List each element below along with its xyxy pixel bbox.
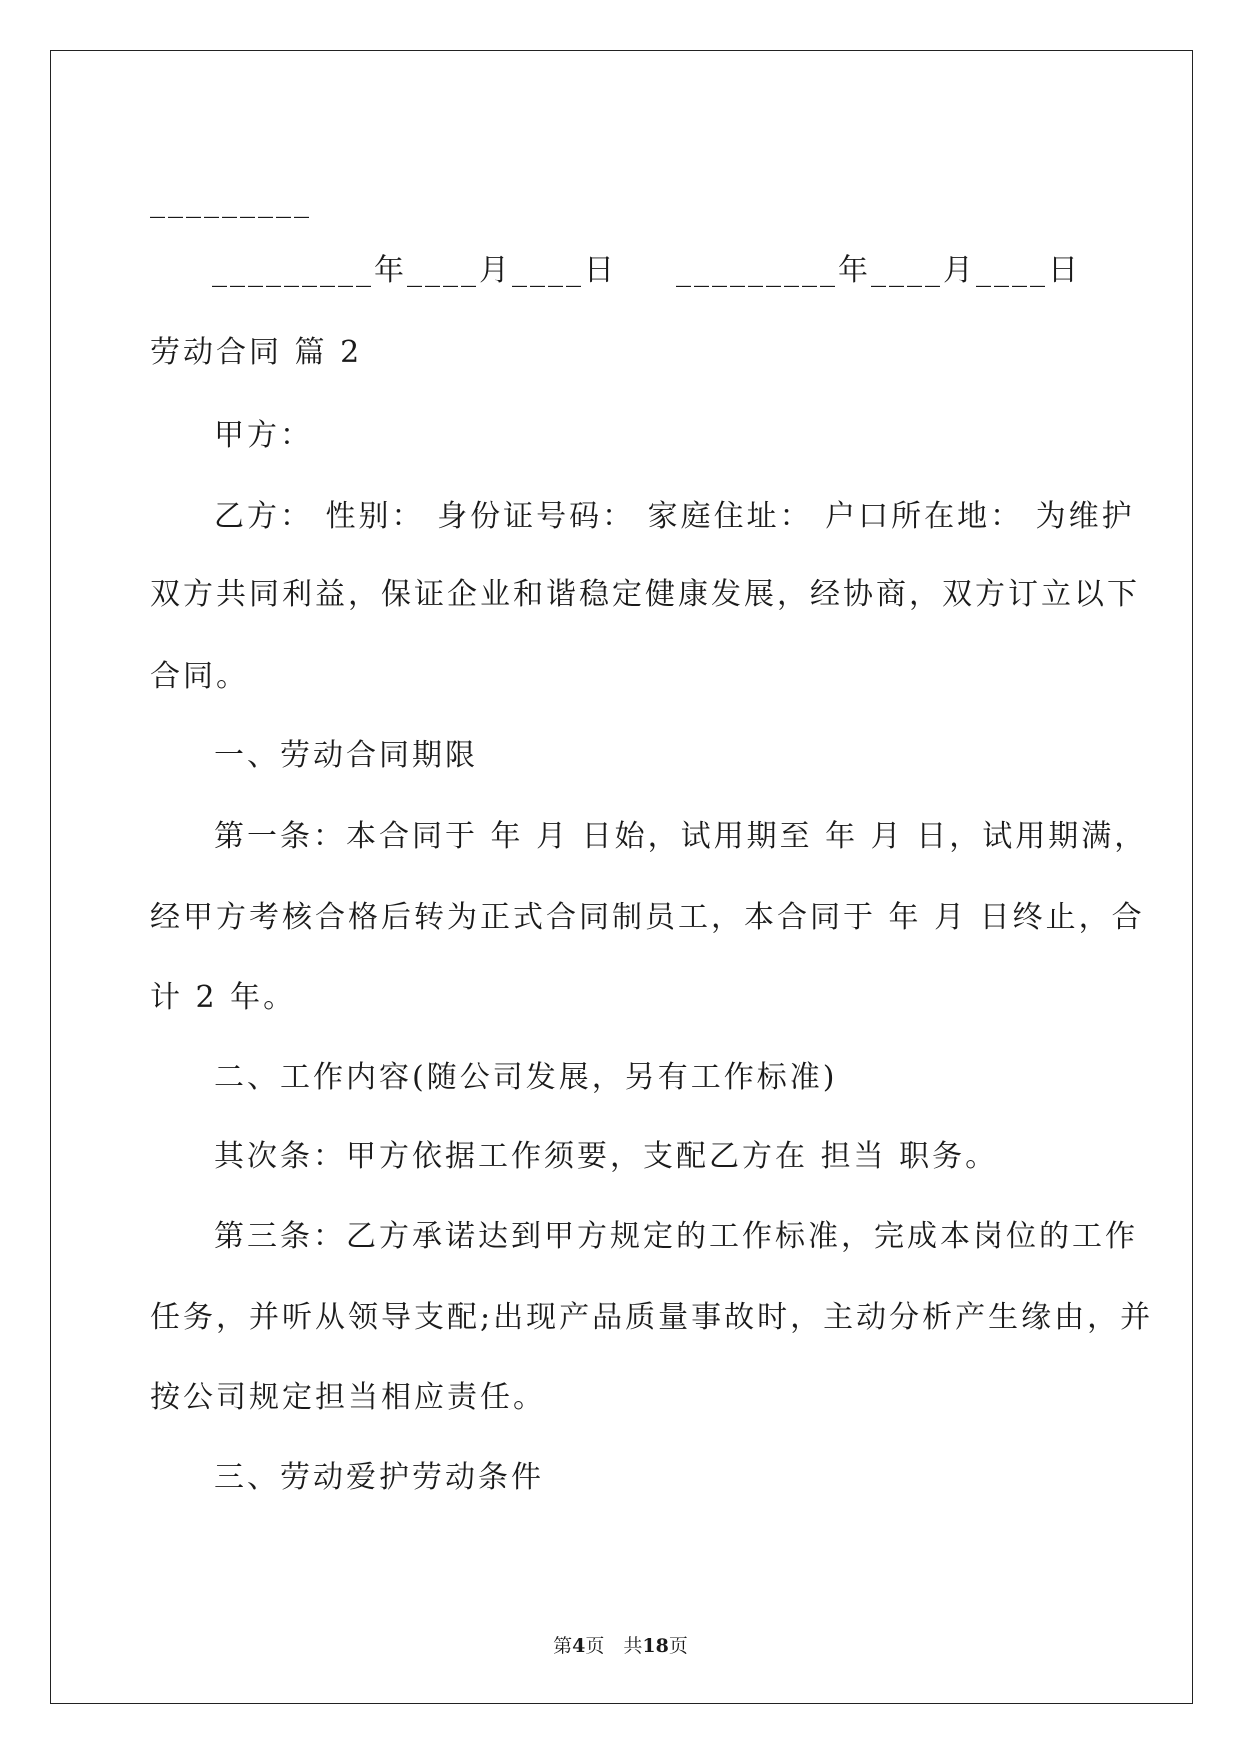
paragraph-line: 乙方： 性别： 身份证号码： 家庭住址： 户口所在地： 为维护 [214, 499, 1135, 534]
date-line-party-a: _________年____月____日 [212, 253, 617, 288]
paragraph-line: 其次条：甲方依据工作须要，支配乙方在 担当 职务。 [214, 1139, 999, 1174]
page-mid: 页 共 [585, 1635, 643, 1657]
paragraph-line: 任务，并听从领导支配;出现产品质量事故时，主动分析产生缘由，并 [150, 1300, 1154, 1335]
paragraph-line: 第三条：乙方承诺达到甲方规定的工作标准，完成本岗位的工作 [214, 1219, 1138, 1254]
page-suffix: 页 [668, 1635, 688, 1657]
total-page-number: 18 [642, 1635, 669, 1657]
current-page-number: 4 [572, 1635, 586, 1657]
clause-heading: 一、劳动合同期限 [214, 738, 478, 773]
page-prefix: 第 [553, 1635, 573, 1657]
paragraph-line: 按公司规定担当相应责任。 [150, 1380, 546, 1415]
clause-heading: 三、劳动爱护劳动条件 [214, 1460, 544, 1495]
paragraph-line: 第一条：本合同于 年 月 日始，试用期至 年 月 日，试用期满， [214, 819, 1148, 854]
signature-blank-line: _________ [150, 184, 312, 219]
page-number-footer [0, 1637, 1241, 1656]
date-line-party-b: _________年____月____日 [676, 253, 1081, 288]
paragraph-line: 经甲方考核合格后转为正式合同制员工，本合同于 年 月 日终止，合 [150, 900, 1145, 935]
page-border [50, 50, 1193, 1704]
section-title: 劳动合同 篇 2 [150, 335, 363, 370]
paragraph-line: 合同。 [150, 659, 249, 694]
paragraph-line: 双方共同利益，保证企业和谐稳定健康发展，经协商，双方订立以下 [150, 577, 1140, 612]
party-a-label: 甲方： [214, 418, 313, 453]
clause-heading: 二、工作内容(随公司发展，另有工作标准) [214, 1060, 838, 1095]
paragraph-line: 计 2 年。 [150, 980, 297, 1015]
